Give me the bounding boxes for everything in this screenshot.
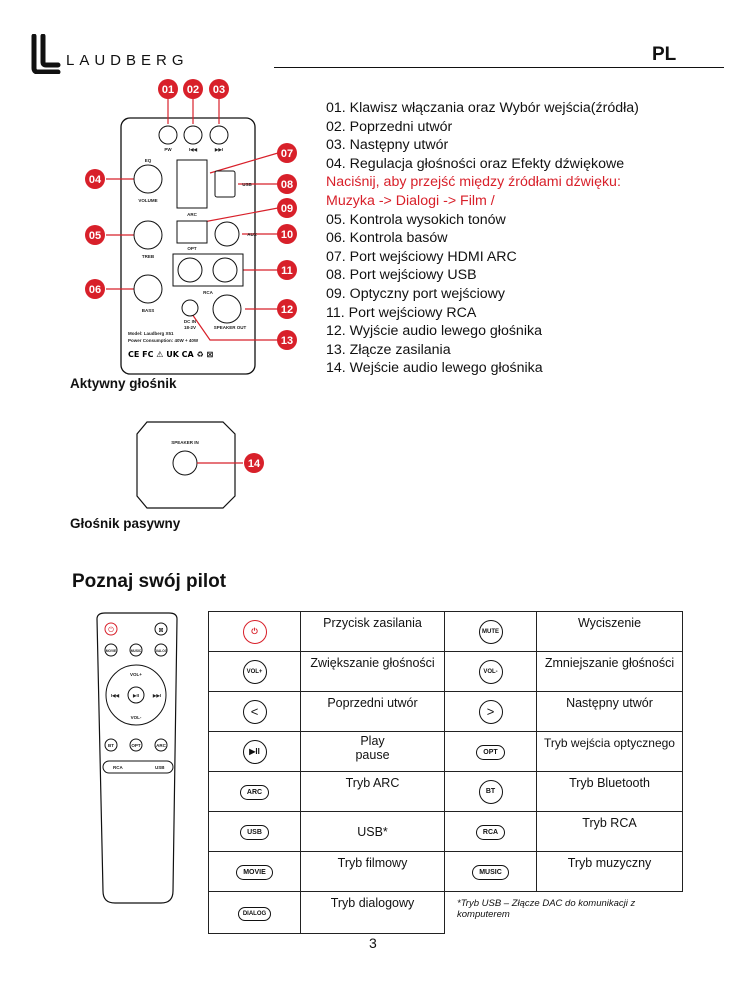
- rca-label: RCA: [203, 290, 213, 295]
- cell-label: Tryb muzyczny: [537, 852, 683, 892]
- speaker-in-label: SPEAKER IN: [171, 440, 199, 445]
- cell-label: Następny utwór: [537, 692, 683, 732]
- remote-control: [93, 611, 183, 911]
- feature-note: Muzyka -> Dialogi -> Film /: [326, 192, 495, 209]
- music-button-icon: MUSIC: [445, 852, 537, 892]
- feature-list: [326, 99, 746, 378]
- vol-up-icon: VOL+: [209, 652, 301, 692]
- play-pause-icon: ▶II: [209, 732, 301, 772]
- pwr-label: PW: [164, 147, 172, 152]
- usb-small: USB: [155, 765, 165, 770]
- remote-function-table: [208, 611, 683, 934]
- dialog-button-icon: DIALOG: [209, 892, 301, 934]
- table-row: [209, 772, 683, 812]
- badge-05: 05: [88, 230, 102, 242]
- chevron-left-icon: <: [209, 692, 301, 732]
- table-row: [209, 812, 683, 852]
- cell-label: Tryb Bluetooth: [537, 772, 683, 812]
- passive-speaker-label: Głośnik pasywny: [70, 516, 181, 531]
- badge-03: 03: [212, 84, 226, 96]
- eq-label: EQ: [144, 158, 152, 163]
- badge-02: 02: [186, 84, 200, 96]
- cell-label: Zwiększanie głośności: [301, 652, 445, 692]
- badge-12: 12: [280, 304, 294, 316]
- badge-09: 09: [280, 203, 294, 215]
- cell-label: Tryb dialogowy: [301, 892, 445, 934]
- table-row: [209, 852, 683, 892]
- treb-label: TREB: [141, 254, 155, 259]
- power-icon: ⏻: [108, 626, 114, 634]
- music-small: MUSIC: [130, 649, 142, 653]
- active-speaker-diagram: [70, 78, 310, 378]
- feature-item: 08. Port wejściowy USB: [326, 267, 477, 284]
- feature-item: 14. Wejście audio lewego głośnika: [326, 360, 543, 377]
- remote-drawing: [93, 611, 183, 911]
- logo-mark-icon: [31, 34, 61, 74]
- passive-speaker-panel: [135, 420, 275, 510]
- power-button-icon: ⏻: [209, 612, 301, 652]
- feature-item: 11. Port wejściowy RCA: [326, 304, 477, 321]
- opt-small: OPT: [131, 743, 141, 748]
- bt-button-icon: BT: [445, 772, 537, 812]
- table-row: [209, 732, 683, 772]
- dc-spec-label: 18-2V: [183, 325, 197, 330]
- badge-07: 07: [280, 148, 294, 160]
- cert-marks: CE FC ⚠ UK CA ♻ ⊠: [128, 350, 214, 359]
- rca-button-icon: RCA: [445, 812, 537, 852]
- passive-speaker-diagram: [135, 420, 275, 510]
- table-row: [209, 652, 683, 692]
- page-number: 3: [369, 935, 377, 951]
- speaker-out-label: SPEAKER OUT: [213, 325, 247, 330]
- badge-10: 10: [280, 229, 294, 241]
- usb-footnote: *Tryb USB – Złącze DAC do komunikacji z komputerem: [445, 892, 683, 934]
- volume-label: VOLUME: [138, 198, 158, 203]
- movie-button-icon: MOVIE: [209, 852, 301, 892]
- table-row: [209, 692, 683, 732]
- badge-04: 04: [88, 174, 102, 186]
- bt-small: BT: [108, 743, 114, 748]
- cell-label: Tryb filmowy: [301, 852, 445, 892]
- brand-name: LAUDBERG: [66, 52, 189, 69]
- play-small: ▶II: [133, 693, 139, 698]
- cell-label: Wyciszenie: [537, 612, 683, 652]
- feature-item: 13. Złącze zasilania: [326, 341, 451, 358]
- bass-label: BASS: [141, 308, 155, 313]
- cell-label: Tryb RCA: [537, 812, 683, 852]
- feature-item: 05. Kontrola wysokich tonów: [326, 211, 506, 228]
- opt-button-icon: OPT: [445, 732, 537, 772]
- table-row: [209, 612, 683, 652]
- cell-label: Przycisk zasilania: [301, 612, 445, 652]
- next-small: ▶▶I: [152, 693, 162, 698]
- feature-item: 03. Następny utwór: [326, 137, 449, 154]
- feature-item: 02. Poprzedni utwór: [326, 118, 453, 135]
- active-speaker-label: Aktywny głośnik: [70, 376, 177, 391]
- feature-item: 12. Wyjście audio lewego głośnika: [326, 323, 542, 340]
- arc-small: ARC: [156, 743, 166, 748]
- cell-label: USB*: [301, 812, 445, 852]
- cell-label: Play pause: [301, 732, 445, 772]
- badge-08: 08: [280, 179, 294, 191]
- power-label: Power Consumption: 40W + 40W: [128, 338, 199, 343]
- badge-14: 14: [247, 458, 261, 470]
- aux-label: AUX: [247, 232, 257, 237]
- feature-item: 07. Port wejściowy HDMI ARC: [326, 248, 517, 265]
- badge-01: 01: [161, 84, 175, 96]
- badge-11: 11: [281, 265, 293, 277]
- feature-item: 06. Kontrola basów: [326, 230, 448, 247]
- feature-note: Naciśnij, aby przejść między źródłami dźwięku:: [326, 174, 621, 191]
- vol-down-icon: VOL-: [445, 652, 537, 692]
- badge-13: 13: [280, 335, 294, 347]
- table-row: [209, 892, 683, 934]
- volp-small: VOL+: [130, 672, 142, 677]
- feature-item: 01. Klawisz włączania oraz Wybór wejścia(źródła): [326, 100, 639, 116]
- remote-heading: Poznaj swój pilot: [72, 571, 227, 592]
- chevron-right-icon: >: [445, 692, 537, 732]
- dc-in-label: DC IN: [183, 319, 197, 324]
- rca-small: RCA: [113, 765, 123, 770]
- mute-button-icon: MUTE: [445, 612, 537, 652]
- prev-small: I◀◀: [110, 693, 120, 698]
- language-code: PL: [652, 44, 677, 65]
- opt-label: OPT: [187, 246, 197, 251]
- badge-06: 06: [88, 284, 102, 296]
- cell-label: Tryb ARC: [301, 772, 445, 812]
- cell-label: Poprzedni utwór: [301, 692, 445, 732]
- arc-label: ARC: [187, 212, 197, 217]
- model-label: Model: Laudberg X51: [128, 331, 174, 336]
- brand-logo: [31, 34, 61, 74]
- next-label: ▶▶I: [214, 147, 224, 152]
- header-rule: [274, 67, 724, 68]
- feature-item: 04. Regulacja głośności oraz Efekty dźwiękowe: [326, 155, 625, 172]
- dialog-small: DIALOG: [154, 649, 168, 653]
- cell-label: Zmniejszanie głośności: [537, 652, 683, 692]
- usb-label: USB: [242, 182, 252, 187]
- cell-label: Tryb wejścia optycznego: [537, 732, 683, 772]
- mute-small: ⊠: [158, 627, 164, 634]
- active-speaker-panel: [70, 78, 310, 378]
- movie-small: MOVIE: [105, 649, 117, 653]
- usb-button-icon: USB: [209, 812, 301, 852]
- volm-small: VOL-: [130, 715, 142, 720]
- arc-button-icon: ARC: [209, 772, 301, 812]
- feature-item: 09. Optyczny port wejściowy: [326, 285, 505, 302]
- prev-label: I◀◀: [188, 147, 198, 152]
